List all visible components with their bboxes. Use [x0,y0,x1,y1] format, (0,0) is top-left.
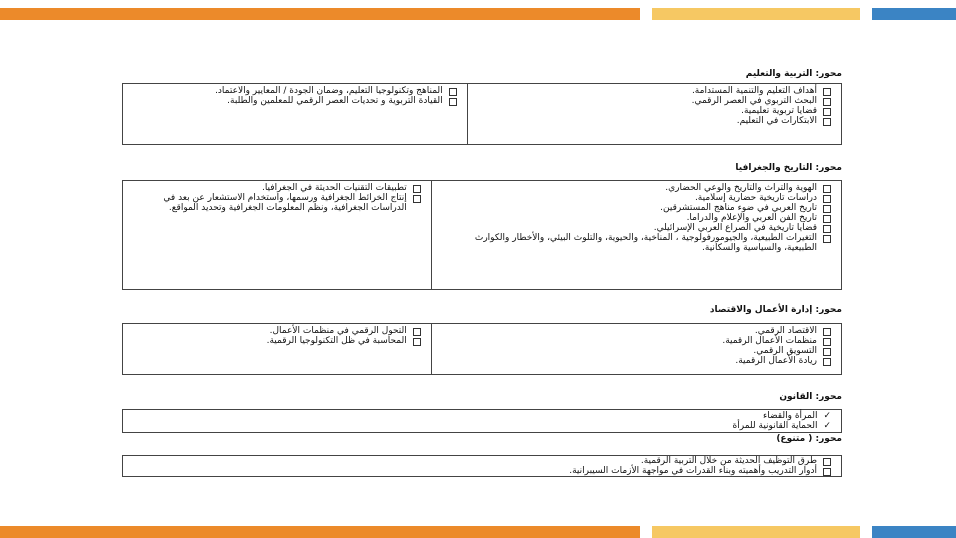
list-item: أهداف التعليم والتنمية المستدامة. [478,86,831,96]
section-title-education: محور: التربية والتعليم [745,69,842,79]
checkmark-icon: ✓ [823,421,831,431]
checkbox-icon [413,338,421,346]
misc-column [123,456,841,476]
checkbox-icon [823,225,831,233]
checkbox-icon [823,235,831,243]
list-item: التحول الرقمي في منظمات الأعمال. [133,326,421,336]
list-item: المحاسبة في ظل التكنولوجيا الرقمية. [133,336,421,346]
education-right-column [468,84,841,144]
checkbox-icon [413,185,421,193]
list-item: الاقتصاد الرقمي. [442,326,831,336]
history-box [122,180,842,290]
checkbox-icon [823,195,831,203]
list-item: البحث التربوي في العصر الرقمي. [478,96,831,106]
list-item: التسويق الرقمي. [442,346,831,356]
business-box [122,323,842,375]
list-item: التغيرات الطبيعية، والجيومورفولوجية ، المناخية، والحيوية، والتلوث البيئي، والأخطار والكوارث الطبيعية، والسياسية والسكانية. [442,233,831,253]
checkbox-icon [823,358,831,366]
list-item: الابتكارات في التعليم. [478,116,831,126]
list-item: طرق التوظيف الحديثة من خلال التربية الرقمية. [133,456,831,466]
history-left-column [123,181,432,289]
list-item: إنتاج الخرائط الجغرافية ورسمها، واستخدام الاستشعار عن بعد في الدراسات الجغرافية، ونظم المعلومات الجغرافية وتحديد المواقع. [133,193,421,213]
list-item: دراسات تاريخية حضارية إسلامية. [442,193,831,203]
section-title-law: محور: القانون [779,392,842,402]
checkbox-icon [823,98,831,106]
bottom-yellow-bar [652,526,860,538]
list-item: ريادة الأعمال الرقمية. [442,356,831,366]
history-right-column [432,181,841,289]
list-item: الهوية والتراث والتاريخ والوعي الحضاري. [442,183,831,193]
education-left-column [123,84,468,144]
law-box [122,409,842,433]
checkbox-icon [449,88,457,96]
bottom-blue-bar [872,526,956,538]
misc-box [122,455,842,477]
checkbox-icon [823,328,831,336]
checkbox-icon [823,458,831,466]
checkbox-icon [413,328,421,336]
section-title-misc: محور: ( متنوع) [776,434,842,444]
checkbox-icon [823,118,831,126]
list-item: منظمات الأعمال الرقمية. [442,336,831,346]
checkbox-icon [823,108,831,116]
checkbox-icon [823,205,831,213]
list-item: تاريخ العربي في ضوء مناهج المستشرقين. [442,203,831,213]
section-title-business: محور: إدارة الأعمال والاقتصاد [709,305,842,315]
business-right-column [432,324,841,374]
checkbox-icon [823,88,831,96]
checkbox-icon [823,185,831,193]
checkbox-icon [449,98,457,106]
checkbox-icon [413,195,421,203]
business-left-column [123,324,432,374]
checkbox-icon [823,348,831,356]
list-item: قضايا تاريخية في الصراع العربي الإسرائيلي. [442,223,831,233]
document-body [116,0,848,538]
list-item: قضايا تربوية تعليمية. [478,106,831,116]
section-title-history: محور: التاريخ والجغرافيا [735,163,842,173]
checkbox-icon [823,215,831,223]
bottom-orange-bar [0,526,640,538]
list-item: القيادة التربوية و تحديات العصر الرقمي للمعلمين والطلبة. [133,96,457,106]
checkbox-icon [823,468,831,476]
checkbox-icon [823,338,831,346]
law-column [123,410,841,432]
education-box [122,83,842,145]
list-item: تاريخ الفن العربي والإعلام والدراما. [442,213,831,223]
list-item: أدوار التدريب وأهميته وبناء القدرات في مواجهة الأزمات السيبرانية. [133,466,831,476]
list-item: تطبيقات التقنيات الحديثة في الجغرافيا. [133,183,421,193]
list-item: ✓ الحماية القانونية للمرأة [732,421,831,431]
top-blue-bar [872,8,956,20]
list-item: ✓ المرأة والقضاء [763,411,831,421]
checkmark-icon: ✓ [823,411,831,421]
list-item: المناهج وتكنولوجيا التعليم، وضمان الجودة / المعايير والاعتماد. [133,86,457,96]
